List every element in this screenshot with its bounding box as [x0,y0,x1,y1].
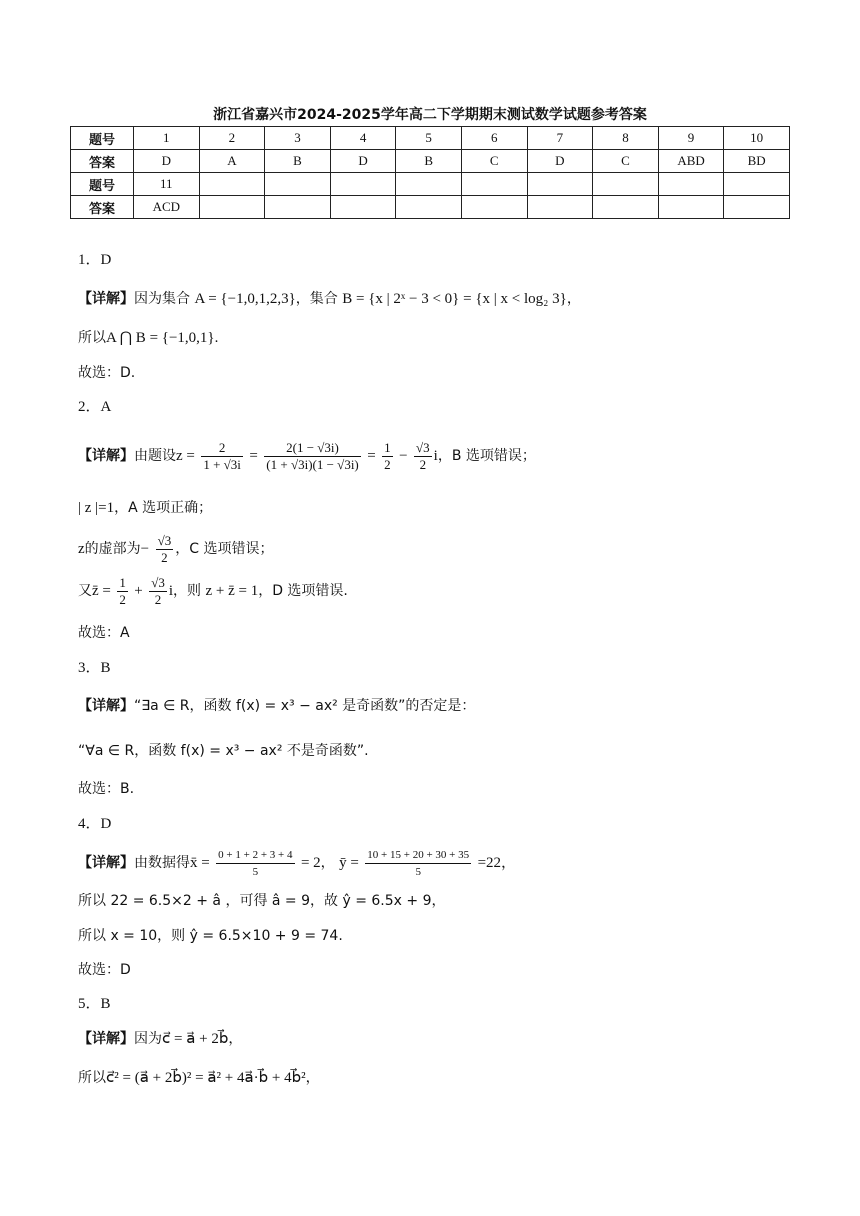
q2-line2 [78,499,212,517]
table-cell [527,196,593,219]
detail-label: 【详解】 [78,448,134,464]
fraction [117,575,128,608]
fraction [156,533,174,566]
denominator: 5 [252,865,259,878]
q3-choose: 故选：B. [78,781,135,797]
table-cell [527,173,593,196]
table-cell [593,173,659,196]
q3-line2: “∀a ∈ R，函数 f(x) = x³ − ax² 不是奇函数”. [78,743,369,759]
table-cell: B [265,150,331,173]
fraction [382,440,393,473]
table-cell [658,173,724,196]
denominator: 2 [419,456,427,472]
numerator: 2 [201,440,243,457]
table-row [71,127,790,150]
text: ，B 选项错误； [437,448,536,464]
text: ，则 [173,583,202,599]
numerator: 10 + 15 + 20 + 30 + 35 [365,847,471,864]
q2-heading [78,398,111,416]
q2-detail-line [78,439,536,473]
text: ， [566,291,581,307]
text: 因为 [134,1031,162,1047]
table-cell [396,196,462,219]
detail-label: 【详解】 [78,698,134,714]
math: z + z̄ = 1 [205,583,259,599]
fraction [365,847,471,880]
text: ， [320,855,335,871]
table-cell [330,196,396,219]
table-cell: ACD [134,196,200,219]
table-cell [199,173,265,196]
table-cell [658,196,724,219]
q2-choose: 故选：A [78,625,130,641]
q4-choose: 故选：D [78,962,131,978]
math: + [134,583,143,599]
detail-label: 【详解】 [78,855,134,871]
text: 所以 [78,330,106,346]
math: = 2 [300,855,321,871]
q1-conclusion [78,329,218,347]
table-cell: 10 [724,127,790,150]
table-cell: B [396,150,462,173]
table-row [71,173,790,196]
table-cell: 3 [265,127,331,150]
fraction [414,440,432,473]
table-cell: 8 [593,127,659,150]
text: “∃a ∈ R，函数 f(x) = x³ − ax² 是奇函数”的否定是： [134,698,476,714]
q4-line3: 所以 x = 10，则 ŷ = 6.5×10 + 9 = 74. [78,928,343,944]
fraction [149,575,167,608]
denominator: 2 [119,591,126,607]
q3-heading [78,659,111,677]
text: 因为集合 [134,291,190,307]
text: ，A 选项正确； [114,500,213,516]
table-cell: D [330,150,396,173]
text: 由题设 [134,448,176,464]
denominator: 1 + √3i [203,456,241,472]
table-cell [724,173,790,196]
numerator: √3 [157,532,172,548]
q1-detail-line [78,290,581,308]
math: − [399,448,408,464]
table-cell [461,196,527,219]
row-label: 题号 [71,173,134,196]
text: 的虚部为 [84,541,141,557]
table-cell [724,196,790,219]
q2-line3 [78,532,273,566]
table-cell [265,196,331,219]
math: c⃗ = a⃗ + 2b⃗ [162,1031,229,1047]
math: i [433,448,438,464]
numerator: 0 + 1 + 2 + 3 + 4 [216,847,294,864]
q5-heading-text: 5．B [78,996,111,1012]
text: 所以 [78,1070,106,1086]
math: − [140,541,150,557]
table-cell: 7 [527,127,593,150]
table-cell: 5 [396,127,462,150]
math: c⃗² = (a⃗ + 2b⃗)² = a⃗² + 4a⃗·b⃗ + 4b⃗² [106,1070,306,1086]
math: z = [176,448,195,464]
table-cell: C [461,150,527,173]
math: z [78,541,85,557]
answer-table [70,126,790,219]
text: ，D 选项错误. [258,583,348,599]
table-cell: 1 [134,127,200,150]
q1-heading [78,251,111,269]
math: i [168,583,174,599]
fraction [264,440,360,473]
table-cell: 9 [658,127,724,150]
math: A = {−1,0,1,2,3} [194,291,296,307]
fraction [216,847,294,880]
table-cell: 4 [330,127,396,150]
table-cell [265,173,331,196]
table-cell [330,173,396,196]
table-cell [199,196,265,219]
text: 又 [78,583,92,599]
numerator: √3 [151,574,165,590]
row-label: 题号 [71,127,134,150]
q5-detail-line [78,1030,242,1048]
table-cell: 2 [199,127,265,150]
text: . [214,330,219,346]
text: 由数据得 [134,855,190,871]
math: | z |=1 [78,500,115,516]
numerator: 1 [384,439,391,455]
table-row [71,196,790,219]
numerator: 1 [119,574,126,590]
q4-line2: 所以 22 = 6.5×2 + â ，可得 â = 9，故 ŷ = 6.5x + 9， [78,893,446,909]
math: A ⋂ B = {−1,0,1} [106,330,215,346]
math: ȳ = [339,855,359,871]
table-cell [461,173,527,196]
table-cell: 11 [134,173,200,196]
q1-heading-text: 1．D [78,252,112,268]
q3-heading-text: 3．B [78,660,111,676]
q3-detail-line [78,697,475,715]
detail-label: 【详解】 [78,1031,134,1047]
q2-line4 [78,574,348,608]
table-cell: D [134,150,200,173]
math: x̄ = [190,855,210,871]
table-row [71,150,790,173]
table-cell: 6 [461,127,527,150]
denominator: (1 + √3i)(1 − √3i) [266,456,359,472]
row-label: 答案 [71,196,134,219]
denominator: 5 [415,865,421,878]
table-cell [396,173,462,196]
fraction [201,440,243,473]
table-cell: BD [724,150,790,173]
denominator: 2 [154,591,162,607]
numerator: 2(1 − √3i) [264,440,360,457]
table-cell: ABD [658,150,724,173]
q4-detail-line [78,846,516,880]
math: B = {x | 2ˣ − 3 < 0} = {x | x < log₂ 3} [342,291,567,307]
table-cell: C [593,150,659,173]
numerator: √3 [416,439,430,455]
q2-heading-text: 2．A [78,399,112,415]
q5-line2 [78,1069,320,1087]
q4-heading [78,815,111,833]
text: ， [228,1031,243,1047]
table-cell [593,196,659,219]
math: z̄ = [92,583,111,599]
table-cell: D [527,150,593,173]
row-label: 答案 [71,150,134,173]
q1-choose: 故选：D. [78,365,136,381]
text: ， [305,1070,320,1086]
math: = [367,448,376,464]
q5-heading [78,995,111,1013]
denominator: 2 [384,456,391,472]
table-cell: A [199,150,265,173]
math: =22， [477,855,517,871]
math: = [249,448,258,464]
text: ，C 选项错误； [175,541,274,557]
q4-heading-text: 4．D [78,816,112,832]
text: ，集合 [295,291,338,307]
denominator: 2 [161,549,168,565]
detail-label: 【详解】 [78,291,134,307]
page-title: 浙江省嘉兴市2024-2025学年高二下学期期末测试数学试题参考答案 [213,107,647,123]
